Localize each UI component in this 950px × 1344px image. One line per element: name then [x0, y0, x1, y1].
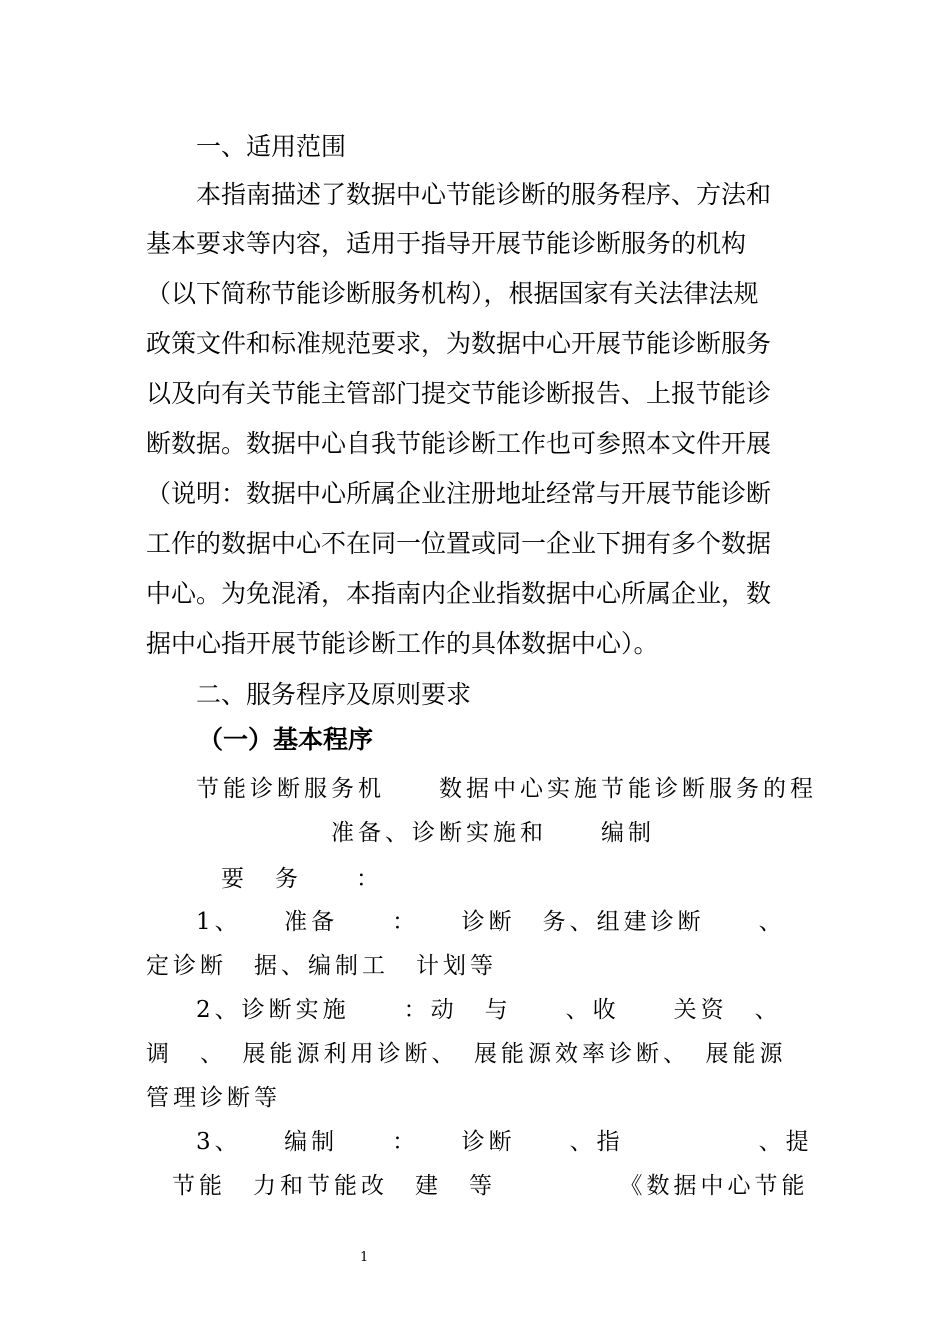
list-item-implementation: 2、诊断实施 ：动 与 、收 关资 、 [196, 997, 782, 1023]
list-item-report: 3、 编制 ： 诊断 、指 、提 [196, 1129, 813, 1155]
paragraph-line: 断数据。数据中心自我节能诊断工作也可参照本文件开展 [146, 429, 772, 458]
paragraph-line: 定诊断 据、编制工 计划等 [146, 953, 497, 979]
paragraph-line: 节能诊断服务机 数据中心实施节能诊断服务的程 [196, 776, 817, 802]
subsection-heading-basic-procedure: （一）基本程序 [198, 725, 374, 754]
page-number: 1 [360, 1250, 369, 1265]
section-heading-scope: 一、适用范围 [196, 132, 347, 161]
paragraph-line: 政策文件和标准规范要求，为数据中心开展节能诊断服务 [146, 329, 772, 358]
paragraph-line: 要 务 ： [221, 866, 383, 892]
paragraph-line: 以及向有关节能主管部门提交节能诊断报告、上报节能诊 [146, 379, 772, 408]
paragraph-line: 节能 力和节能改 建 等 《数据中心节能 [172, 1173, 809, 1199]
paragraph-line: 调 、 展能源利用诊断、 展能源效率诊断、 展能源 [146, 1041, 787, 1067]
paragraph-line: 基本要求等内容，适用于指导开展节能诊断服务的机构 [146, 229, 747, 258]
section-heading-procedure: 二、服务程序及原则要求 [196, 680, 472, 709]
paragraph-line: 据中心指开展节能诊断工作的具体数据中心）。 [146, 629, 659, 658]
paragraph-line: （以下简称节能诊断服务机构），根据国家有关法律法规 [146, 279, 759, 308]
paragraph-line: 本指南描述了数据中心节能诊断的服务程序、方法和 [196, 180, 772, 209]
paragraph-line: 管理诊断等 [146, 1085, 281, 1111]
paragraph-line: 中心。为免混淆，本指南内企业指数据中心所属企业，数 [146, 579, 772, 608]
paragraph-line: 工作的数据中心不在同一位置或同一企业下拥有多个数据 [146, 529, 772, 558]
list-item-preparation: 1、 准备 ： 诊断 务、组建诊断 、 [196, 909, 786, 935]
paragraph-line: （说明：数据中心所属企业注册地址经常与开展节能诊断 [146, 479, 772, 508]
paragraph-line: 准备、诊断实施和 编制 [331, 820, 655, 846]
